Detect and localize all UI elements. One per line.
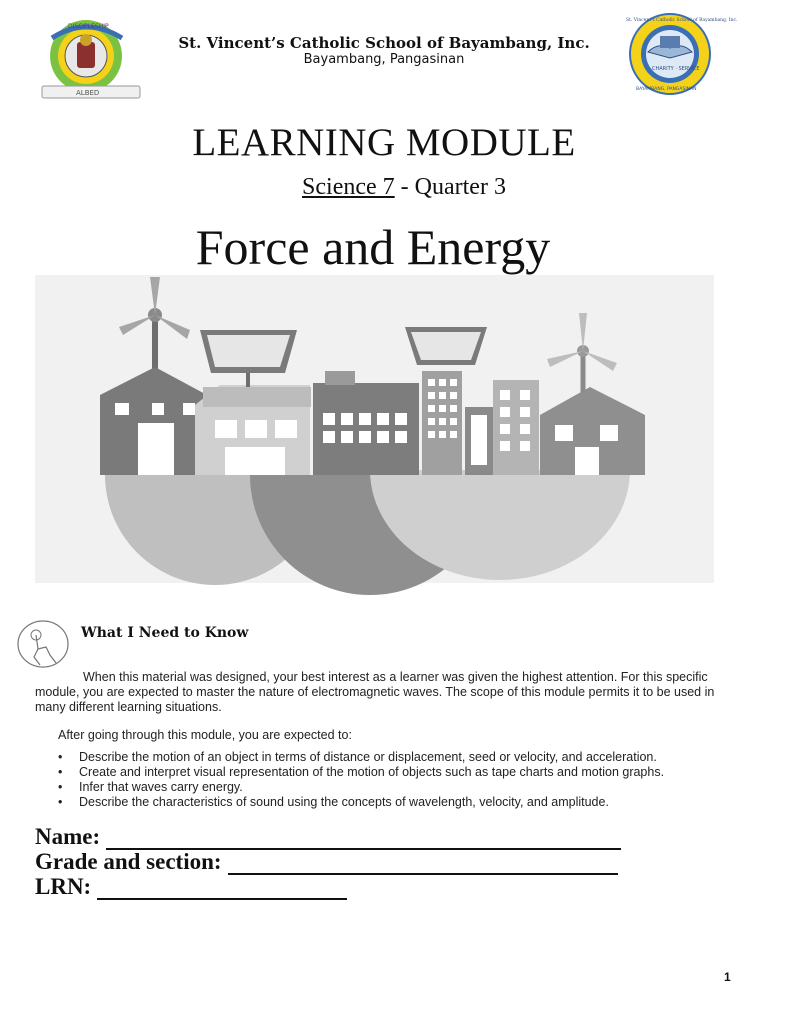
right-logo-bottom-text: BAYAMBANG, PANGASINAN bbox=[636, 87, 697, 92]
left-logo-banner-text: DISCIPLESHIP bbox=[68, 23, 109, 30]
grade-section-input-line[interactable] bbox=[228, 857, 618, 875]
module-separator: - bbox=[394, 174, 415, 200]
name-label: Name: bbox=[35, 824, 101, 849]
right-logo-ring-text: St. Vincent's Catholic School of Bayambang, Inc. bbox=[626, 18, 738, 23]
module-quarter: Quarter 3 bbox=[414, 174, 506, 200]
objectives-lead: After going through this module, you are expected to: bbox=[58, 728, 352, 742]
module-subject: Science 7 bbox=[302, 174, 395, 200]
school-location: Bayambang, Pangasinan bbox=[303, 52, 465, 67]
objective-item: • Infer that waves carry energy. bbox=[58, 780, 748, 795]
module-title: LEARNING MODULE bbox=[192, 121, 576, 164]
name-field bbox=[35, 824, 621, 850]
objective-item: • Describe the characteristics of sound using the concepts of wavelength, velocity, and amplitude. bbox=[58, 795, 748, 810]
intro-paragraph bbox=[35, 670, 735, 715]
school-name: St. Vincent’s Catholic School of Bayambang, Inc. bbox=[178, 34, 590, 52]
lrn-label: LRN: bbox=[35, 874, 92, 899]
module-subtitle bbox=[0, 174, 808, 201]
lrn-input-line[interactable] bbox=[97, 882, 347, 900]
cover-illustration bbox=[35, 275, 714, 583]
main-title: Force and Energy bbox=[195, 219, 551, 275]
section-heading: What I Need to Know bbox=[81, 625, 249, 641]
intro-text: When this material was designed, your best interest as a learner was given the highest attention. For this specific module, you are expected to master the nature of electromagnetic waves. The scope of this module permits it to be used in many different learning situations. bbox=[35, 670, 715, 714]
right-logo-inner-text: CHARITY · SERVICE bbox=[652, 66, 700, 72]
building-3 bbox=[313, 383, 419, 475]
page-number: 1 bbox=[724, 970, 731, 984]
objective-item: • Create and interpret visual representation of the motion of objects such as tape charts and motion graphs. bbox=[58, 765, 748, 780]
left-logo-ribbon-text: ALBED bbox=[76, 89, 100, 97]
school-logo-right bbox=[618, 12, 738, 96]
objective-item: • Describe the motion of an object in terms of distance or displacement, seed or velocity, and acceleration. bbox=[58, 750, 748, 765]
touch-hand-icon bbox=[16, 619, 70, 669]
lrn-field bbox=[35, 874, 347, 900]
objectives-list bbox=[58, 750, 748, 810]
name-input-line[interactable] bbox=[106, 832, 621, 850]
grade-section-field bbox=[35, 849, 618, 875]
building-right bbox=[493, 380, 539, 475]
grade-section-label: Grade and section: bbox=[35, 849, 222, 874]
